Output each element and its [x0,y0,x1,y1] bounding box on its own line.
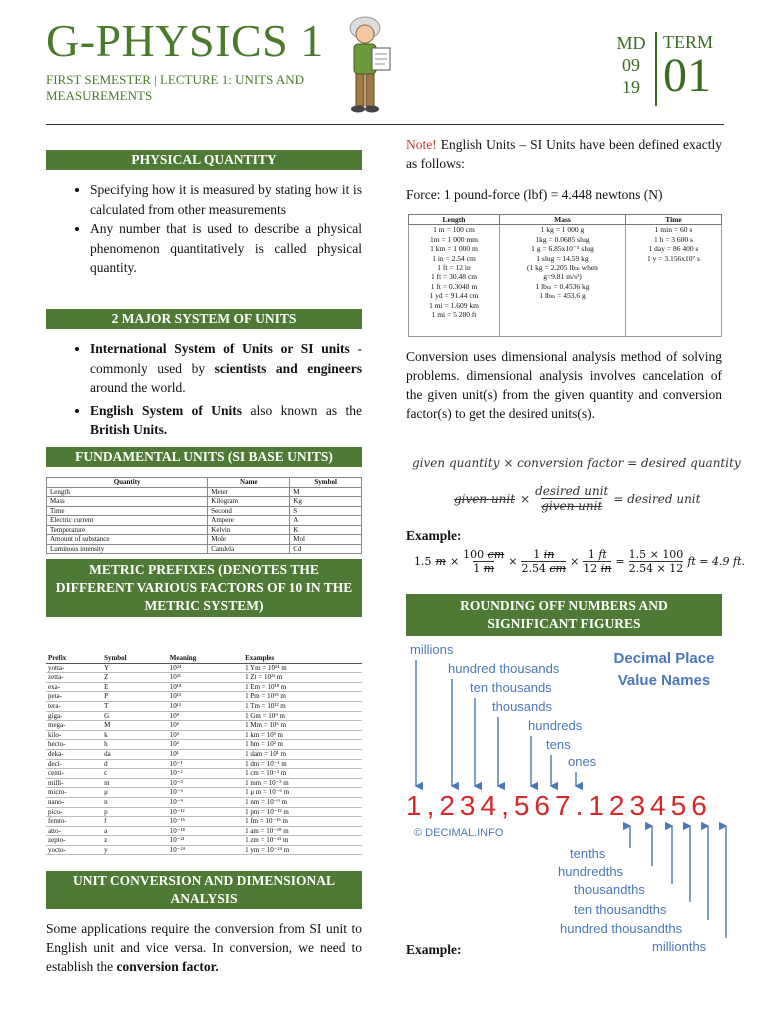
page-subtitle: FIRST SEMESTER | LECTURE 1: UNITS AND MEASUREMENTS [46,72,305,103]
table-cell: 10¹² [168,701,243,711]
header-divider [46,124,724,125]
conversion-line: 1 y = 3.156x10⁷ s [647,253,700,263]
conversion-line: 1 lbₘ = 0.4536 kg [535,281,590,291]
column-header: Symbol [102,654,168,663]
table-cell: 10⁻³ [168,778,243,788]
conversion-line: 1 ft = 0.3048 m [430,281,478,291]
metric-prefixes-table [46,654,362,855]
term-label: TERM [663,32,714,52]
conversion-line: 1 mi = 5 280 ft [431,310,477,320]
table-cell: n [102,797,168,807]
table-cell: T [102,701,168,711]
table-cell: 1 ym = 10⁻²⁴ m [243,845,362,855]
banner-fundamental-units: FUNDAMENTAL UNITS (SI BASE UNITS) [46,447,362,467]
table-row [46,807,362,817]
example-label: Example: [406,528,462,543]
table-cell: hecto- [46,740,102,750]
table-cell: 10²¹ [168,673,243,683]
table-cell: 1 Zt = 10²¹ m [243,673,362,683]
decimal-graphic-title: Decimal Place Value Names [613,650,715,689]
table-row [46,692,362,702]
table-cell: nano- [46,797,102,807]
table-cell: 10² [168,740,243,750]
formula-general: given quantity × conversion factor = desired quantity [412,456,741,470]
column-header: Quantity [47,478,208,488]
conversion-line: 1 min = 60 s [654,225,693,235]
table-cell: giga- [46,711,102,721]
table-row: Electric current Ampere A [47,516,362,526]
table-cell: 1 Tm = 10¹² m [243,701,362,711]
table-row [46,730,362,740]
table-cell: 1 μ m = 10⁻⁶ m [243,788,362,798]
example-label-2: Example: [406,942,462,957]
table-cell: centi- [46,769,102,779]
term-number: 01 [663,49,711,102]
conversion-line: 1 m = 100 cm [433,225,475,235]
table-cell: c [102,769,168,779]
table-cell: 1 hm = 10² m [243,740,362,750]
conversion-line: 1m = 1 000 mm [430,234,478,244]
table-cell: 10⁻¹ [168,759,243,769]
table-cell: Y [102,663,168,673]
table-cell: f [102,817,168,827]
decimal-copyright: © DECIMAL.INFO [414,827,504,839]
table-cell: peta- [46,692,102,702]
table-cell: M [102,721,168,731]
conversion-line: 1 ft = 30.48 cm [430,272,478,282]
column-header: Length [409,215,500,225]
table-row [46,817,362,827]
conversion-line: 1 lbₘ = 453.6 g [539,291,586,301]
table-cell: 10⁶ [168,721,243,731]
table-row: Mass Kilogram Kg [47,497,362,507]
unit-conversion-text: Some applications require the conversion from SI unit to English unit and vice versa. In conversion, we need to establish the conversion factor. [46,921,362,974]
column-header: Examples [243,654,362,663]
table-cell: zetta- [46,673,102,683]
label-hundredths: hundredths [558,864,624,879]
einstein-illustration [336,14,394,118]
table-cell: 1 Mm = 10⁶ m [243,721,362,731]
length-column [409,225,500,337]
table-row [46,759,362,769]
table-cell: 10⁻²¹ [168,836,243,846]
table-cell: G [102,711,168,721]
banner-rounding: ROUNDING OFF NUMBERS AND SIGNIFICANT FIGURES [406,594,722,636]
conversion-line: 1 km = 1 000 m [430,244,478,254]
column-header: Name [208,478,290,488]
table-cell: 10⁻¹² [168,807,243,817]
banner-physical-quantity: PHYSICAL QUANTITY [46,150,362,170]
table-cell: 10⁻¹⁸ [168,826,243,836]
table-cell: y [102,845,168,855]
table-row [46,682,362,692]
conversion-line: 1 h = 3 600 s [653,234,693,244]
table-cell: 10¹⁸ [168,682,243,692]
table-row [46,778,362,788]
table-cell: 1 dm = 10⁻¹ m [243,759,362,769]
list-item: • Specifying how it is measured by stating how it is calculated from other measurements [90,180,362,219]
label-tens: tens [546,737,571,752]
table-cell: 1 mm = 10⁻³ m [243,778,362,788]
list-item: • English System of Units also known as the British Units. [90,401,362,440]
table-cell: 1 dam = 10¹ m [243,749,362,759]
table-cell: Z [102,673,168,683]
conversion-line: g=9.81 m/s²) [543,272,582,282]
table-cell: 10¹ [168,749,243,759]
md-year: 19 [622,77,640,97]
table-cell: 10²⁴ [168,663,243,673]
table-row [46,711,362,721]
table-row [409,225,722,337]
label-millions: millions [410,642,454,657]
column-header: Time [625,215,721,225]
table-row [46,845,362,855]
table-cell: yotta- [46,663,102,673]
table-row [46,769,362,779]
table-cell: k [102,730,168,740]
list-item: • International System of Units or SI units - commonly used by scientists and engineers around the world. [90,339,362,398]
label-ten-thousands: ten thousands [470,680,552,695]
table-row: Time Second S [47,506,362,516]
page-title: G-PHYSICS 1 [46,15,324,66]
table-cell: pico- [46,807,102,817]
table-cell: 10⁻⁶ [168,788,243,798]
conversion-line: (1 kg = 2.205 lbₘ when [527,263,598,273]
physical-quantity-list [46,180,362,278]
table-cell: 1 fm = 10⁻¹⁵ m [243,817,362,827]
table-cell: tera- [46,701,102,711]
note-label: Note! [406,137,437,152]
table-cell: zepto- [46,836,102,846]
time-column [625,225,721,337]
table-cell: yocto- [46,845,102,855]
table-cell: da [102,749,168,759]
term-block [655,32,733,106]
table-cell: 10³ [168,730,243,740]
table-row: Length Meter M [47,487,362,497]
column-header: Prefix [46,654,102,663]
table-cell: 1 am = 10⁻¹⁸ m [243,826,362,836]
table-cell: 10⁻⁹ [168,797,243,807]
table-cell: 10⁻² [168,769,243,779]
banner-metric-prefixes: METRIC PREFIXES (DENOTES THE DIFFERENT VARIOUS FACTORS OF 10 IN THE METRIC SYSTEM) [46,559,362,617]
table-cell: μ [102,788,168,798]
table-cell: deka- [46,749,102,759]
column-header: Meaning [168,654,243,663]
label-hundred-thousandths: hundred thousandths [560,921,683,936]
decimal-digits: 1,234,567.123456 [406,790,712,821]
table-row [46,797,362,807]
major-systems-list [46,339,362,440]
table-cell: mega- [46,721,102,731]
table-row [46,788,362,798]
note-paragraph: Note! English Units – SI Units have been defined exactly as follows: [406,137,722,171]
table-cell: 1 cm = 10⁻² m [243,769,362,779]
conversion-line: 1 kg = 1 000 g [540,225,585,235]
fundamental-units-table [46,477,362,554]
table-cell: 1 Pm = 10¹⁵ m [243,692,362,702]
table-cell: a [102,826,168,836]
table-cell: 10⁹ [168,711,243,721]
table-cell: E [102,682,168,692]
column-header: Mass [500,215,626,225]
table-cell: 1 zm = 10⁻²¹ m [243,836,362,846]
conversion-line: 1 ft = 12 in [437,263,471,273]
table-row [46,701,362,711]
table-cell: h [102,740,168,750]
conversion-line: 1 mi = 1.609 km [429,300,479,310]
table-cell: 10⁻¹⁵ [168,817,243,827]
table-cell: micro- [46,788,102,798]
table-cell: femto- [46,817,102,827]
conversion-line: 1 slug = 14.59 kg [536,253,589,263]
label-thousandths: thousandths [574,882,645,897]
table-row: Luminous intensity Candela Cd [47,544,362,554]
label-millionths: millionths [652,939,707,954]
mass-column [500,225,626,337]
table-row: Temperature Kelvin K [47,525,362,535]
table-cell: exa- [46,682,102,692]
table-row [46,740,362,750]
table-cell: kilo- [46,730,102,740]
conversion-line: 1 g = 6.85x10⁻⁵ slug [531,244,594,254]
table-cell: milli- [46,778,102,788]
table-cell: atto- [46,826,102,836]
table-cell: 1 nm = 10⁻⁹ m [243,797,362,807]
table-row [46,836,362,846]
example-equation: 1.5 m × $\frac{100 cm}{1 m}$ × $\frac{1 in}{2.54 cm}$ × $\frac{1 ft}{12 in}$ = $\frac{1.5 \times 100}{2.54 \times 12}$ ft = 4.9 ft. [414,548,745,575]
table-cell: 1 pm = 10⁻¹² m [243,807,362,817]
conversion-line: 1 yd = 91.44 cm [429,291,479,301]
label-hundreds: hundreds [528,718,583,733]
formula-units: given unit × desired unit given unit = desired unit [454,484,701,513]
list-item: • Any number that is used to describe a physical phenomenon quantitatively is called physical quantity. [90,219,362,278]
label-ones: ones [568,754,597,769]
conversion-table [408,214,722,337]
banner-unit-conversion: UNIT CONVERSION AND DIMENSIONAL ANALYSIS [46,871,362,909]
banner-major-systems: 2 MAJOR SYSTEM OF UNITS [46,309,362,329]
conversion-line: 1 in = 2.54 cm [432,253,476,263]
md-day: 09 [622,55,640,75]
table-row [46,673,362,683]
force-definition: Force: 1 pound-force (lbf) = 4.448 newtons (N) [406,187,663,202]
table-cell: m [102,778,168,788]
dimensional-analysis-text: Conversion uses dimensional analysis method of solving problems. dimensional analysis involves cancelation of the given unit(s) from the given quantity and conversion factor(s) to get the desired units(s). [406,349,722,421]
table-cell: 10⁻²⁴ [168,845,243,855]
md-date-block [612,32,650,98]
label-tenths: tenths [570,846,606,861]
table-row [46,826,362,836]
table-row: Amount of substance Mole Mol [47,535,362,545]
table-row [46,749,362,759]
table-cell: P [102,692,168,702]
table-cell: 1 Em = 10¹⁸ m [243,682,362,692]
decimal-place-graphic [406,636,736,958]
table-row [46,721,362,731]
table-cell: p [102,807,168,817]
conversion-line: 1kg = 0.0685 slug [535,234,590,244]
md-label: MD [616,33,646,53]
table-cell: d [102,759,168,769]
table-cell: 1 km = 10³ m [243,730,362,740]
conversion-line: 1 day = 86 400 s [648,244,699,254]
table-cell: 1 Gm = 10⁹ m [243,711,362,721]
label-hundred-thousands: hundred thousands [448,661,560,676]
table-row [46,663,362,673]
column-header: Symbol [290,478,362,488]
table-cell: 1 Ym = 10²⁴ m [243,663,362,673]
table-cell: 10¹⁵ [168,692,243,702]
label-thousands: thousands [492,699,552,714]
label-ten-thousandths: ten thousandths [574,902,667,917]
table-cell: deci- [46,759,102,769]
table-cell: z [102,836,168,846]
